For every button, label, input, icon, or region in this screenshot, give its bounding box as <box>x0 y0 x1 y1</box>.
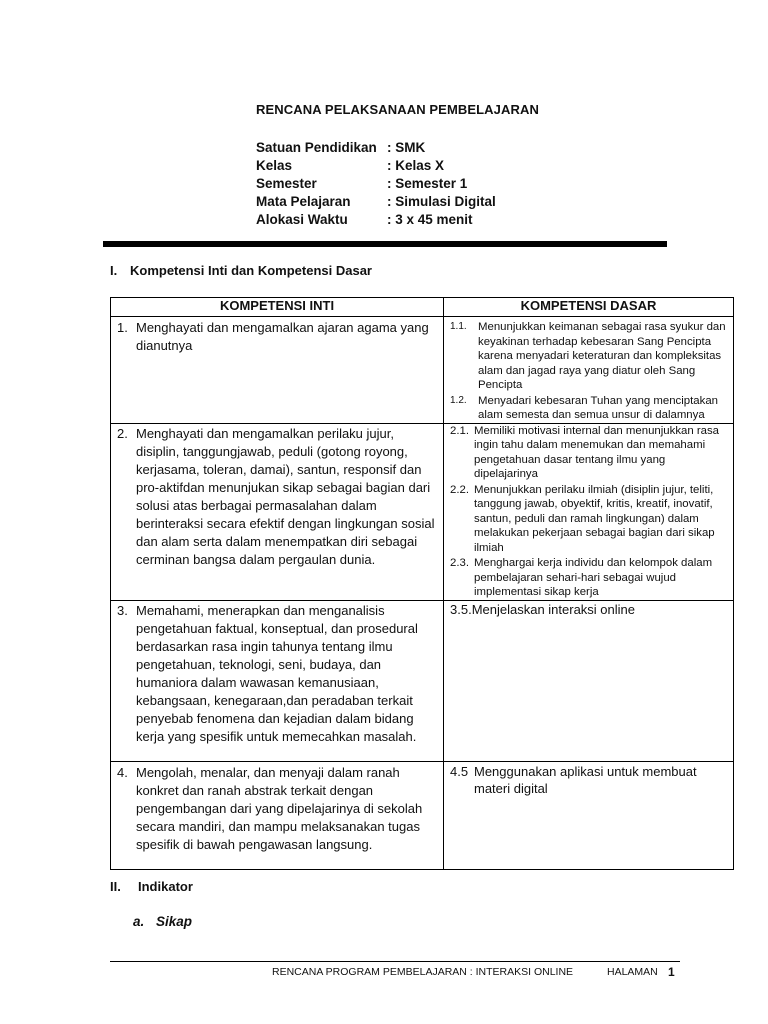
section-heading-kompetensi <box>110 263 372 278</box>
table-row <box>111 423 734 600</box>
meta-key: Semester <box>256 176 317 191</box>
subsection-title: Sikap <box>156 914 193 929</box>
ki-number: 1. <box>117 320 128 335</box>
kd-number: 1.1. <box>450 321 467 332</box>
section-number: I. <box>110 263 118 278</box>
table-header-row <box>111 298 734 317</box>
kd-item <box>444 601 733 618</box>
kd-item <box>444 424 733 482</box>
footer-title: RENCANA PROGRAM PEMBELAJARAN : INTERAKSI ONLINE <box>272 966 574 978</box>
meta-value: : 3 x 45 menit <box>387 212 473 227</box>
ki-cell <box>111 761 444 869</box>
section-title: Indikator <box>138 879 193 894</box>
meta-value: : SMK <box>387 140 426 155</box>
ki-cell <box>111 600 444 761</box>
meta-key: Alokasi Waktu <box>256 212 348 227</box>
meta-row-satuan <box>256 139 496 157</box>
kd-text: Menyadari kebesaran Tuhan yang menciptakan alam semesta dan semua unsur di dalamnya <box>478 394 718 421</box>
ki-text: Menghayati dan mengamalkan ajaran agama yang dianutnya <box>136 320 429 353</box>
ki-number: 3. <box>117 602 128 618</box>
section-number: II. <box>110 879 121 894</box>
meta-value: : Simulasi Digital <box>387 194 496 209</box>
ki-cell <box>111 317 444 424</box>
ki-number: 4. <box>117 764 128 780</box>
kd-text: Menunjukkan keimanan sebagai rasa syukur dan keyakinan terhadap kebesaran Sang Pencipta karena menyadari keteraturan dan kompleksitas alam dan jagad raya yang diatur oleh Sang Pencipta <box>478 321 726 391</box>
meta-value: : Kelas X <box>387 158 445 173</box>
kd-cell <box>444 761 734 869</box>
kd-cell <box>444 423 734 600</box>
meta-key: Kelas <box>256 158 293 173</box>
subsection-heading-sikap <box>133 914 192 929</box>
header-divider <box>103 241 667 247</box>
kd-text: Menunjukkan perilaku ilmiah (disiplin jujur, teliti, tanggung jawab, obyektif, kritis, kreatif, inovatif, santun, peduli dan ramah lingkungan) dalam melakukan pekerjaan sebagai bagian dari sikap ilmiah <box>474 483 715 554</box>
kd-item <box>444 763 733 797</box>
kd-item <box>444 483 733 556</box>
meta-value: : Semester 1 <box>387 176 468 191</box>
kd-item <box>444 320 733 393</box>
kd-item <box>444 556 733 600</box>
footer-divider <box>110 961 680 962</box>
meta-key: Mata Pelajaran <box>256 194 351 209</box>
kd-number: 2.3. <box>450 557 469 569</box>
kd-text: Menghargai kerja individu dan kelompok dalam pembelajaran sehari-hari sebagai wujud implementasi sikap kerja <box>474 557 713 598</box>
meta-row-kelas <box>256 157 496 175</box>
kd-number: 1.2. <box>450 394 467 406</box>
section-title: Kompetensi Inti dan Kompetensi Dasar <box>130 263 372 278</box>
kd-number: 2.2. <box>450 483 469 496</box>
kd-number: 4.5 <box>450 763 469 779</box>
document-title: RENCANA PELAKSANAAN PEMBELAJARAN <box>256 102 539 117</box>
ki-cell <box>111 423 444 600</box>
meta-row-alokasi <box>256 211 496 229</box>
table-row <box>111 600 734 761</box>
meta-block <box>256 139 496 229</box>
competency-table <box>110 297 734 870</box>
table-row <box>111 761 734 869</box>
kd-number: 2.1. <box>450 424 469 437</box>
meta-key: Satuan Pendidikan <box>256 140 377 155</box>
ki-text: Mengolah, menalar, dan menyaji dalam ranah konkret dan ranah abstrak terkait dengan pengembangan dari yang dipelajarinya di sekolah secara mandiri, dan mampu melaksanakan tugas spesifik di bawah pengawasan langsung. <box>136 764 423 852</box>
meta-row-semester <box>256 175 496 193</box>
ki-text: Menghayati dan mengamalkan perilaku jujur, disiplin, tanggungjawab, peduli (gotong royong, kerjasama, toleran, damai), santun, responsif dan pro-aktifdan menunjukan sikap sebagai bagian dari solusi atas berbagai permasalahan dalam berinteraksi secara efektif dengan lingkungan sosial dan alam serta dalam menempatkan diri sebagai cerminan bangsa dalam pergaulan dunia. <box>136 425 435 567</box>
kd-cell <box>444 600 734 761</box>
column-header-kd: KOMPETENSI DASAR <box>444 298 734 317</box>
footer-page-label: HALAMAN <box>607 966 658 978</box>
ki-text: Memahami, menerapkan dan menganalisis pengetahuan faktual, konseptual, dan prosedural berdasarkan rasa ingin tahunya tentang ilmu pengetahuan, teknologi, seni, budaya, dan humaniora dalam wawasan kemanusiaan, kebangsaan, kenegaraan,dan peradaban terkait penyebab fenomena dan kejadian dalam bidang kerja yang spesifik untuk memecahkan masalah. <box>136 602 418 744</box>
column-header-ki: KOMPETENSI INTI <box>111 298 444 317</box>
kd-number: 3.5. <box>450 601 472 617</box>
table-row <box>111 317 734 424</box>
kd-text: Menjelaskan interaksi online <box>471 601 635 617</box>
ki-number: 2. <box>117 425 128 441</box>
kd-text: Memiliki motivasi internal dan menunjukkan rasa ingin tahu dalam menemukan dan memahami pengetahuan dasar tentang ilmu yang dipelajarinya <box>474 424 720 480</box>
section-heading-indikator <box>110 879 193 894</box>
kd-cell <box>444 317 734 424</box>
footer-page-number: 1 <box>668 965 675 979</box>
kd-item <box>444 394 733 423</box>
kd-text: Menggunakan aplikasi untuk membuat materi digital <box>474 763 697 796</box>
meta-row-mapel <box>256 193 496 211</box>
subsection-number: a. <box>133 914 145 929</box>
